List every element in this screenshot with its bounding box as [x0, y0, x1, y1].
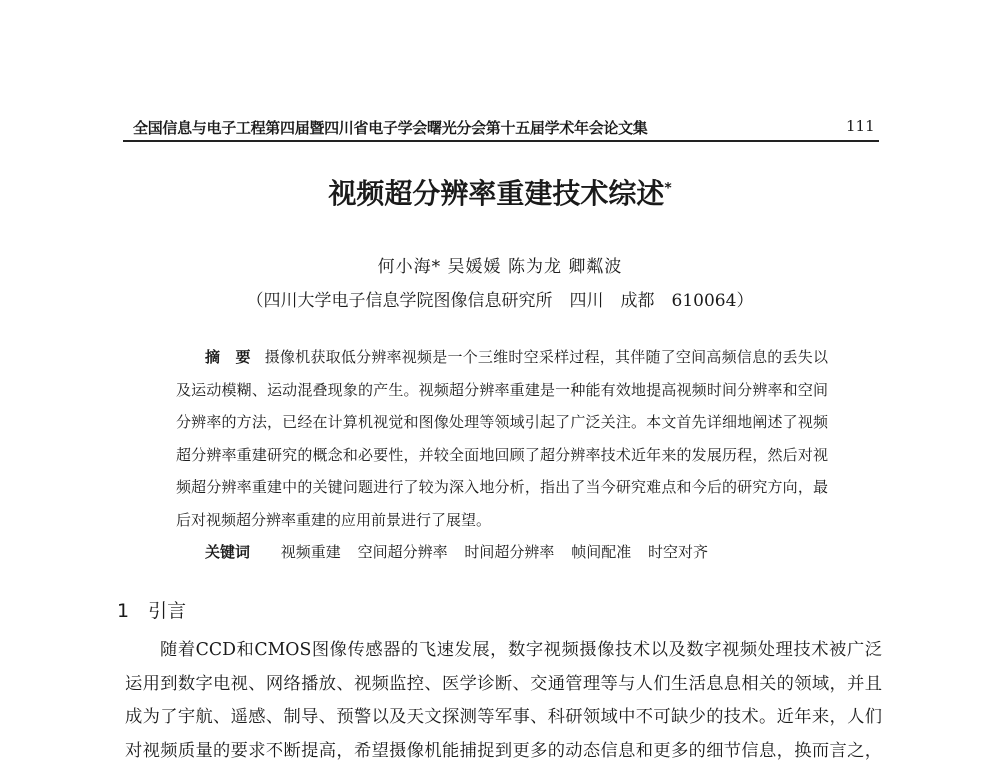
abstract-line: 分辨率的方法，已经在计算机视觉和图像处理等领域引起了广泛关注。本文首先详细地阐述了视频: [176, 411, 828, 444]
keyword: 时空对齐: [648, 543, 708, 561]
keywords-label: 关键词: [205, 543, 250, 561]
body-line: 随着CCD和CMOS图像传感器的飞速发展，数字视频摄像技术以及数字视频处理技术被广泛: [125, 638, 882, 672]
body-line: 对视频质量的要求不断提高，希望摄像机能捕捉到更多的动态信息和更多的细节信息，换而言之，: [125, 739, 882, 772]
abstract-line: 及运动模糊、运动混叠现象的产生。视频超分辨率重建是一种能有效地提高视频时间分辨率和空间: [176, 379, 828, 412]
page-number: 111: [846, 117, 875, 135]
section-heading: 1 引言: [117, 596, 186, 623]
paper-title: [0, 172, 1000, 212]
affiliation: （四川大学电子信息学院图像信息研究所 四川 成都 610064）: [0, 286, 1000, 311]
keyword: 帧间配准: [571, 543, 631, 561]
paper-title-text: 视频超分辨率重建技术综述: [328, 177, 664, 210]
running-header: 全国信息与电子工程第四届暨四川省电子学会曙光分会第十五届学术年会论文集: [133, 117, 648, 138]
abstract-text: 摄像机获取低分辨率视频是一个三维时空采样过程，其伴随了空间高频信息的丢失以: [265, 348, 828, 366]
abstract-line: 超分辨率重建研究的概念和必要性，并较全面地回顾了超分辨率技术近年来的发展历程，然后对视: [176, 444, 828, 477]
abstract: [176, 346, 828, 542]
abstract-line: [176, 346, 828, 379]
abstract-label: 摘 要: [205, 348, 251, 366]
section-body: [125, 638, 882, 772]
title-footnote-mark: *: [664, 181, 671, 197]
abstract-line: 频超分辨率重建中的关键问题进行了较为深入地分析，指出了当今研究难点和今后的研究方向，最: [176, 476, 828, 509]
header-rule: [123, 140, 879, 142]
keyword: 空间超分辨率: [358, 543, 448, 561]
keyword: 视频重建: [281, 543, 341, 561]
keywords: [205, 541, 708, 562]
abstract-line: 后对视频超分辨率重建的应用前景进行了展望。: [176, 509, 828, 542]
authors: 何小海* 吴媛媛 陈为龙 卿粼波: [0, 252, 1000, 277]
body-line: 成为了宇航、遥感、制导、预警以及天文探测等军事、科研领域中不可缺少的技术。近年来，人们: [125, 705, 882, 739]
body-line: 运用到数字电视、网络播放、视频监控、医学诊断、交通管理等与人们生活息息相关的领域，并且: [125, 672, 882, 706]
keyword: 时间超分辨率: [464, 543, 554, 561]
